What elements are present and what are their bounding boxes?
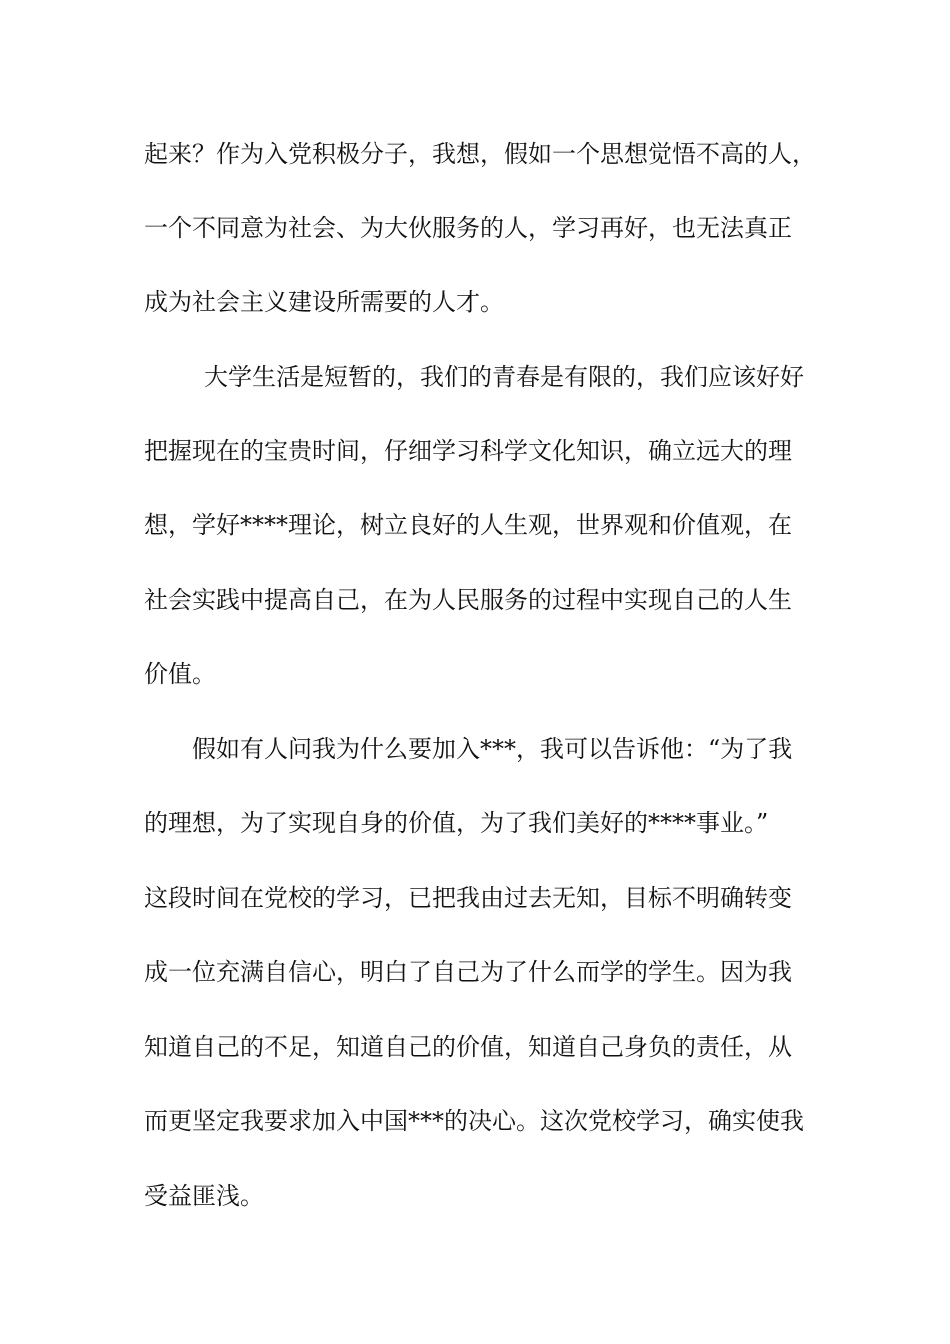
paragraph-first-line: 假如有人问我为什么要加入***，我可以告诉他：“为了我 <box>192 735 793 763</box>
text-line: 知道自己的不足，知道自己的价值，知道自己身负的责任，从 <box>144 1033 792 1061</box>
text-line: 一个不同意为社会、为大伙服务的人，学习再好，也无法真正 <box>144 214 792 242</box>
text-line: 起来？作为入党积极分子，我想，假如一个思想觉悟不高的人， <box>144 140 816 168</box>
text-line: 把握现在的宝贵时间，仔细学习科学文化知识，确立远大的理 <box>144 437 792 465</box>
text-line: 受益匪浅。 <box>144 1182 264 1210</box>
text-line: 想，学好****理论，树立良好的人生观，世界观和价值观，在 <box>144 511 792 539</box>
text-line: 社会实践中提高自己，在为人民服务的过程中实现自己的人生 <box>144 586 792 614</box>
text-line: 的理想，为了实现自身的价值，为了我们美好的****事业。” <box>144 809 769 837</box>
text-line: 而更坚定我要求加入中国***的决心。这次党校学习，确实使我 <box>144 1107 804 1135</box>
text-line: 成一位充满自信心，明白了自己为了什么而学的学生。因为我 <box>144 958 792 986</box>
text-line: 成为社会主义建设所需要的人才。 <box>144 288 504 316</box>
text-line: 这段时间在党校的学习，已把我由过去无知，目标不明确转变 <box>144 884 792 912</box>
text-line: 价值。 <box>144 660 216 688</box>
paragraph-first-line: 大学生活是短暂的，我们的青春是有限的，我们应该好好 <box>204 363 804 391</box>
